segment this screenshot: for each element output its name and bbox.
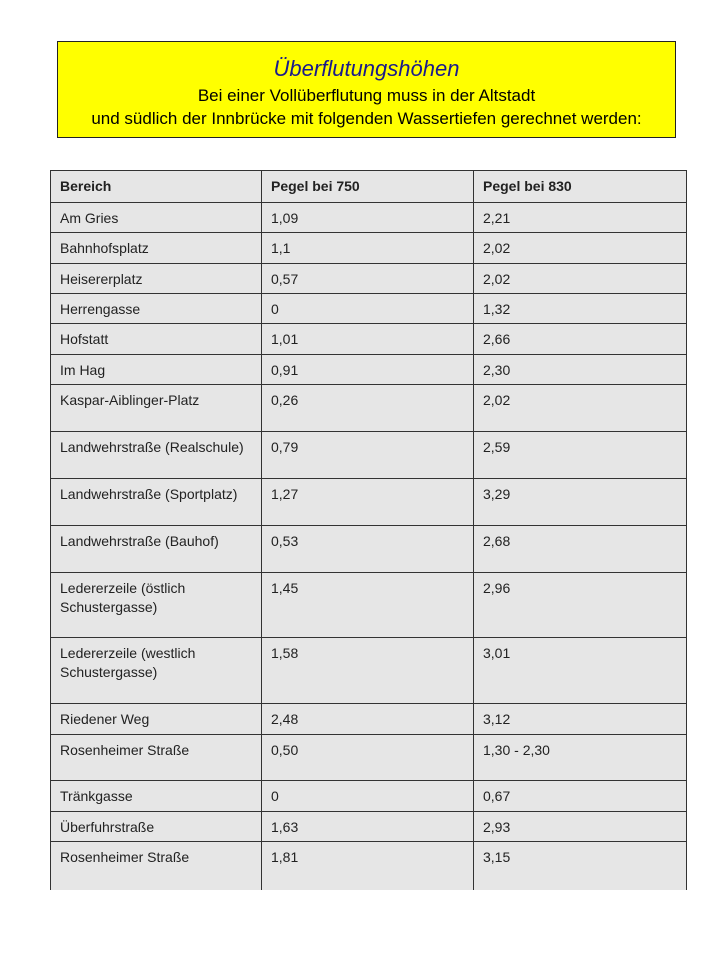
cell-area: Rosenheimer Straße xyxy=(51,842,262,890)
cell-level-750: 1,58 xyxy=(262,638,474,704)
table-row xyxy=(51,355,687,385)
header-area: Bereich xyxy=(51,171,262,203)
table-row xyxy=(51,324,687,355)
cell-area: Ledererzeile (östlich Schustergasse) xyxy=(51,573,262,638)
table-row xyxy=(51,233,687,264)
table-row xyxy=(51,638,687,704)
cell-level-830: 2,02 xyxy=(474,385,687,432)
cell-area: Ledererzeile (westlich Schustergasse) xyxy=(51,638,262,704)
cell-level-750: 0,57 xyxy=(262,264,474,294)
table-row xyxy=(51,432,687,479)
cell-level-750: 0,50 xyxy=(262,735,474,781)
cell-level-750: 2,48 xyxy=(262,704,474,735)
cell-level-750: 1,01 xyxy=(262,324,474,355)
table-row xyxy=(51,526,687,573)
cell-level-830: 2,21 xyxy=(474,203,687,233)
cell-level-750: 1,63 xyxy=(262,812,474,842)
cell-level-750: 1,27 xyxy=(262,479,474,526)
cell-level-750: 0,26 xyxy=(262,385,474,432)
cell-level-830: 2,66 xyxy=(474,324,687,355)
cell-area: Landwehrstraße (Realschule) xyxy=(51,432,262,479)
cell-area: Bahnhofsplatz xyxy=(51,233,262,264)
table-row xyxy=(51,294,687,324)
cell-level-830: 2,02 xyxy=(474,233,687,264)
subtitle-line-1: Bei einer Vollüberflutung muss in der Altstadt xyxy=(197,86,536,105)
cell-level-830: 2,96 xyxy=(474,573,687,638)
cell-area: Am Gries xyxy=(51,203,262,233)
page-title: Überflutungshöhen xyxy=(273,56,460,81)
header-level-830: Pegel bei 830 xyxy=(474,171,687,203)
cell-level-830: 1,30 - 2,30 xyxy=(474,735,687,781)
table-row xyxy=(51,812,687,842)
cell-level-750: 0,53 xyxy=(262,526,474,573)
header-level-750: Pegel bei 750 xyxy=(262,171,474,203)
cell-area: Überfuhrstraße xyxy=(51,812,262,842)
cell-level-830: 3,15 xyxy=(474,842,687,890)
table-row xyxy=(51,479,687,526)
cell-area: Hofstatt xyxy=(51,324,262,355)
cell-level-830: 2,30 xyxy=(474,355,687,385)
table-row xyxy=(51,735,687,781)
cell-level-750: 1,81 xyxy=(262,842,474,890)
table-row xyxy=(51,573,687,638)
cell-level-830: 2,68 xyxy=(474,526,687,573)
table-row xyxy=(51,203,687,233)
cell-level-750: 0,91 xyxy=(262,355,474,385)
cell-level-750: 1,1 xyxy=(262,233,474,264)
table-row xyxy=(51,385,687,432)
cell-area: Tränkgasse xyxy=(51,781,262,812)
table-header-row xyxy=(51,171,687,203)
cell-level-750: 0,79 xyxy=(262,432,474,479)
table-row xyxy=(51,842,687,890)
cell-area: Kaspar-Aiblinger-Platz xyxy=(51,385,262,432)
title-banner xyxy=(57,41,676,138)
table-row xyxy=(51,704,687,735)
table-row xyxy=(51,781,687,812)
table-row xyxy=(51,264,687,294)
cell-level-830: 2,93 xyxy=(474,812,687,842)
cell-level-830: 2,02 xyxy=(474,264,687,294)
cell-level-830: 2,59 xyxy=(474,432,687,479)
cell-level-750: 0 xyxy=(262,294,474,324)
cell-area: Landwehrstraße (Sportplatz) xyxy=(51,479,262,526)
cell-level-830: 0,67 xyxy=(474,781,687,812)
cell-area: Herrengasse xyxy=(51,294,262,324)
cell-level-830: 1,32 xyxy=(474,294,687,324)
cell-area: Landwehrstraße (Bauhof) xyxy=(51,526,262,573)
cell-area: Im Hag xyxy=(51,355,262,385)
cell-level-830: 3,29 xyxy=(474,479,687,526)
cell-level-830: 3,12 xyxy=(474,704,687,735)
cell-level-830: 3,01 xyxy=(474,638,687,704)
cell-area: Heisererplatz xyxy=(51,264,262,294)
cell-level-750: 0 xyxy=(262,781,474,812)
water-level-table xyxy=(50,170,687,890)
subtitle-line-2: und südlich der Innbrücke mit folgenden Wassertiefen gerechnet werden: xyxy=(91,109,642,128)
cell-level-750: 1,45 xyxy=(262,573,474,638)
cell-level-750: 1,09 xyxy=(262,203,474,233)
cell-area: Rosenheimer Straße xyxy=(51,735,262,781)
cell-area: Riedener Weg xyxy=(51,704,262,735)
